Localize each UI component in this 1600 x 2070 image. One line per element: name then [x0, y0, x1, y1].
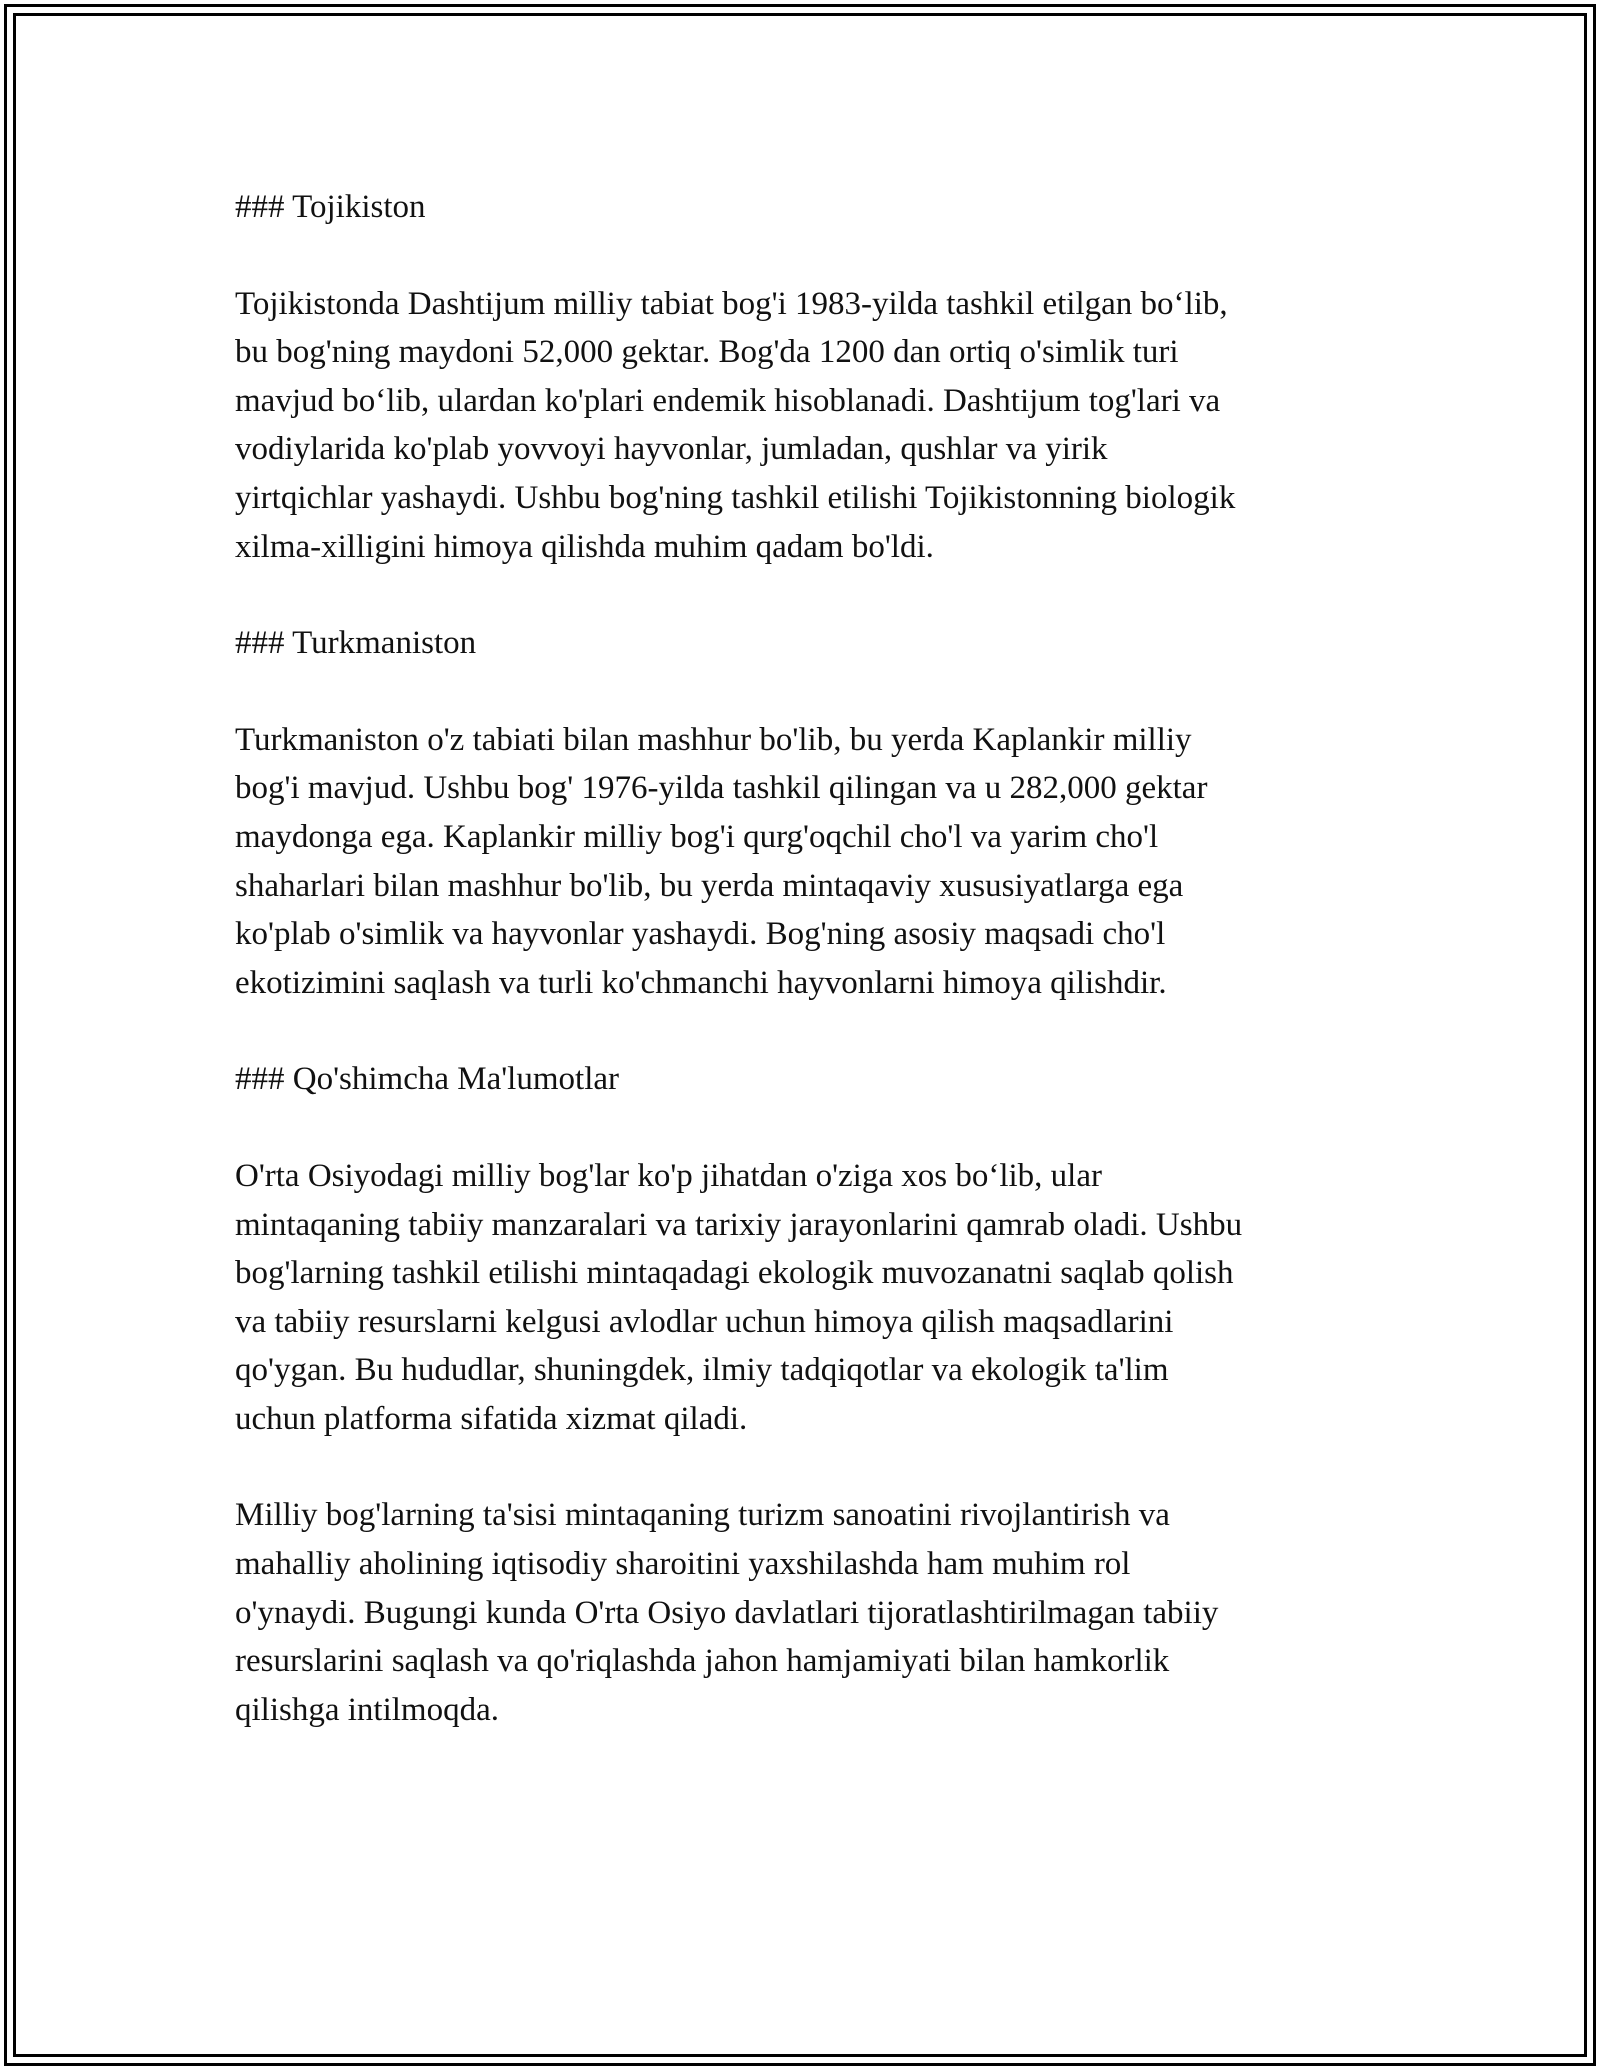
- section-heading: ### Qo'shimcha Ma'lumotlar: [235, 1061, 619, 1098]
- paragraph: [235, 1491, 1375, 1734]
- text-line: mintaqaning tabiiy manzaralari va tarixiy jarayonlarini qamrab oladi. Ushbu: [235, 1206, 1243, 1243]
- text-line: resurslarini saqlash va qo'riqlashda jahon hamjamiyati bilan hamkorlik: [235, 1643, 1170, 1680]
- text-line: bog'i mavjud. Ushbu bog' 1976-yilda tashkil qilingan va u 282,000 gektar: [235, 770, 1208, 807]
- text-line: shaharlari bilan mashhur bo'lib, bu yerda mintaqaviy xususiyatlarga ega: [235, 867, 1184, 904]
- text-line: bog'larning tashkil etilishi mintaqadagi ekologik muvozanatni saqlab qolish: [235, 1255, 1234, 1292]
- text-line: bu bog'ning maydoni 52,000 gektar. Bog'da 1200 dan ortiq o'simlik turi: [235, 334, 1179, 371]
- text-line: maydonga ega. Kaplankir milliy bog'i qurg'oqchil cho'l va yarim cho'l: [235, 818, 1159, 855]
- paragraph: [235, 1152, 1375, 1444]
- text-line: o'ynaydi. Bugungi kunda O'rta Osiyo davlatlari tijoratlashtirilmagan tabiiy: [235, 1594, 1219, 1631]
- text-line: mavjud bo‘lib, ulardan ko'plari endemik hisoblanadi. Dashtijum tog'lari va: [235, 382, 1221, 419]
- text-line: vodiylarida ko'plab yovvoyi hayvonlar, jumladan, qushlar va yirik: [235, 431, 1108, 468]
- text-line: O'rta Osiyodagi milliy bog'lar ko'p jihatdan o'ziga xos bo‘lib, ular: [235, 1157, 1102, 1194]
- section-heading: ### Turkmaniston: [235, 625, 477, 662]
- text-line: qo'ygan. Bu hududlar, shuningdek, ilmiy tadqiqotlar va ekologik ta'lim: [235, 1352, 1169, 1389]
- text-line: ekotizimini saqlash va turli ko'chmanchi hayvonlarni himoya qilishdir.: [235, 964, 1167, 1001]
- text-line: Milliy bog'larning ta'sisi mintaqaning turizm sanoatini rivojlantirish va: [235, 1497, 1170, 1534]
- text-line: xilma-xilligini himoya qilishda muhim qadam bo'ldi.: [235, 528, 934, 565]
- document-body: [235, 183, 1375, 1782]
- text-line: Tojikistonda Dashtijum milliy tabiat bog'i 1983-yilda tashkil etilgan bo‘lib,: [235, 285, 1228, 322]
- text-line: Turkmaniston o'z tabiati bilan mashhur bo'lib, bu yerda Kaplankir milliy: [235, 721, 1192, 758]
- text-line: qilishga intilmoqda.: [235, 1691, 499, 1728]
- text-line: ko'plab o'simlik va hayvonlar yashaydi. Bog'ning asosiy maqsadi cho'l: [235, 916, 1166, 953]
- paragraph: [235, 280, 1375, 572]
- text-line: mahalliy aholining iqtisodiy sharoitini yaxshilashda ham muhim rol: [235, 1546, 1131, 1583]
- text-line: va tabiiy resurslarni kelgusi avlodlar uchun himoya qilish maqsadlarini: [235, 1303, 1174, 1340]
- text-line: yirtqichlar yashaydi. Ushbu bog'ning tashkil etilishi Tojikistonning biologik: [235, 479, 1236, 516]
- paragraph: [235, 716, 1375, 1008]
- text-line: uchun platforma sifatida xizmat qiladi.: [235, 1400, 748, 1437]
- section-heading: ### Tojikiston: [235, 189, 426, 225]
